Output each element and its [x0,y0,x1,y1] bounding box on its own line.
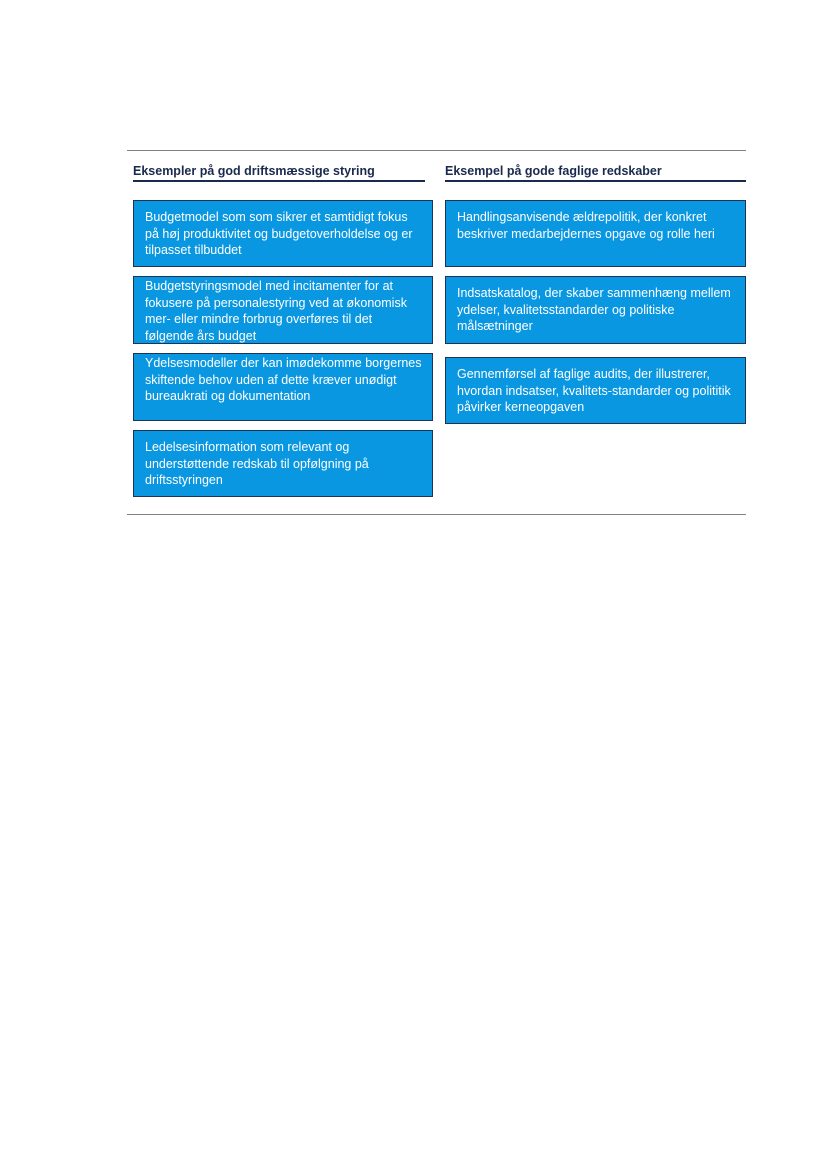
right-box-elder-policy: Handlingsanvisende ældrepolitik, der konkret beskriver medarbejdernes opgave og rolle heri [445,200,746,267]
right-box-audits: Gennemførsel af faglige audits, der illustrerer, hvordan indsatser, kvalitets-standarder og polititik påvirker kerneopgaven [445,357,746,424]
right-box-service-catalog: Indsatskatalog, der skaber sammenhæng mellem ydelser, kvalitetsstandarder og politiske målsætninger [445,276,746,344]
right-column-heading: Eksempel på gode faglige redskaber [445,164,746,182]
left-column-heading: Eksempler på god driftsmæssige styring [133,164,425,182]
bottom-rule [127,514,746,515]
top-rule [127,150,746,151]
left-box-service-models: Ydelsesmodeller der kan imødekomme borgernes skiftende behov uden af dette kræver unødigt bureaukrati og dokumentation [133,353,433,421]
left-box-budget-model: Budgetmodel som som sikrer et samtidigt fokus på høj produktivitet og budgetoverholdelse og er tilpasset tilbuddet [133,200,433,267]
left-box-budget-steering: Budgetstyringsmodel med incitamenter for at fokusere på personalestyring ved at økonomisk mer- eller mindre forbrug overføres til det følgende års budget [133,276,433,344]
left-box-management-info: Ledelsesinformation som relevant og understøttende redskab til opfølgning på driftsstyringen [133,430,433,497]
